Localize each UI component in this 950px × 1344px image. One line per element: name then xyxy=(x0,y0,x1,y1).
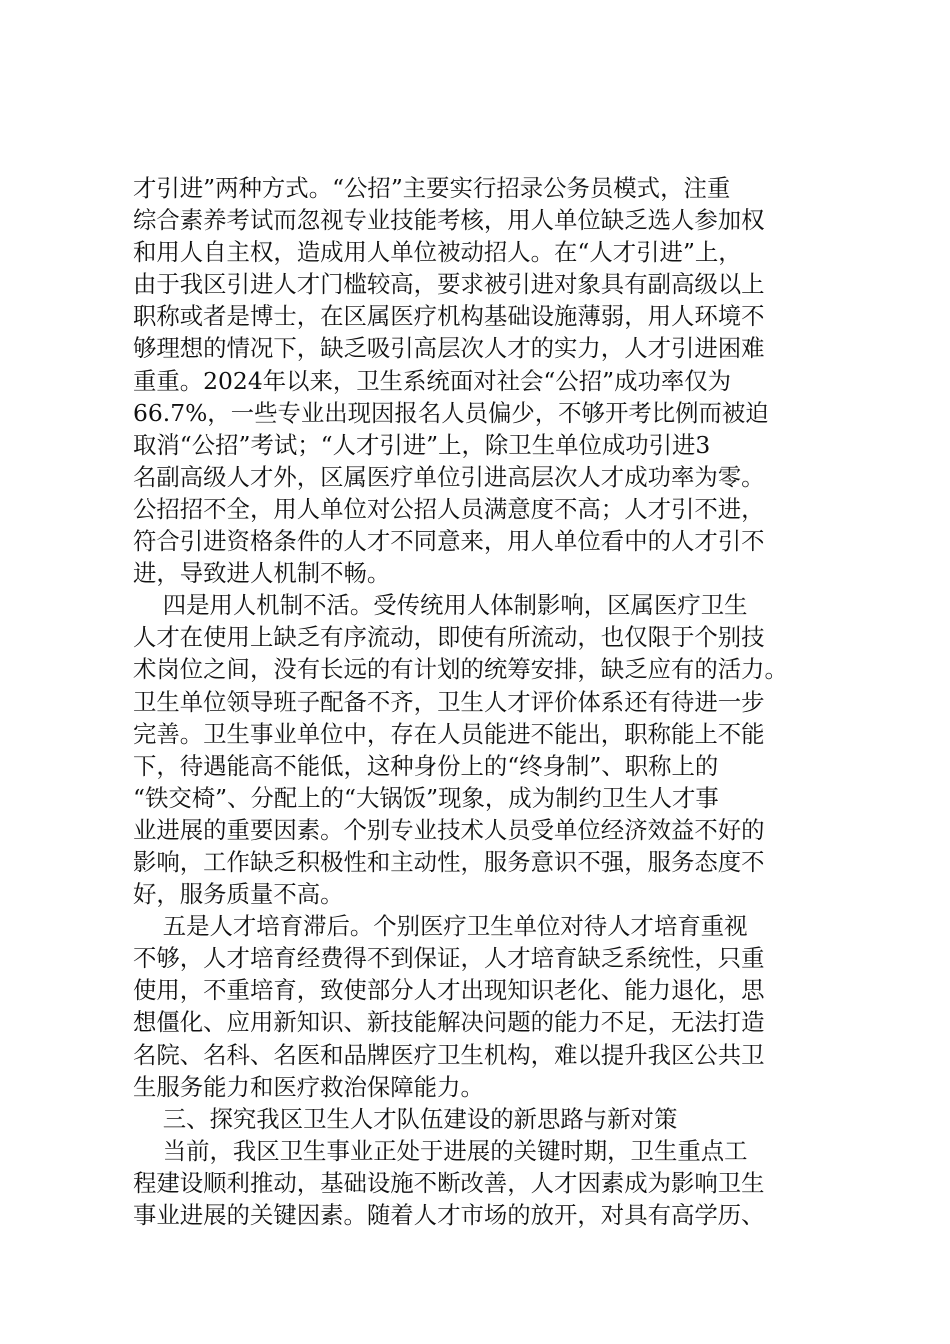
text-line: 好，服务质量不高。 xyxy=(133,880,344,909)
text-line: 术岗位之间，没有长远的有计划的统筹安排，缺乏应有的活力。 xyxy=(133,655,788,684)
text-line: 职称或者是博士，在区属医疗机构基础设施薄弱，用人环境不 xyxy=(133,302,765,331)
text-line: 够理想的情况下，缺乏吸引高层次人才的实力，人才引进困难 xyxy=(133,334,765,363)
text-line: 公招招不全，用人单位对公招人员满意度不高；人才引不进， xyxy=(133,494,765,523)
text-line: 业进展的重要因素。个别专业技术人员受单位经济效益不好的 xyxy=(133,815,765,844)
text-line: 符合引进资格条件的人才不同意来，用人单位看中的人才引不 xyxy=(133,527,765,556)
text-line: 66.7%，一些专业出现因报名人员偏少，不够开考比例而被迫 xyxy=(133,398,769,427)
text-line: 人才在使用上缺乏有序流动，即使有所流动，也仅限于个别技 xyxy=(133,623,765,652)
text-line: 卫生单位领导班子配备不齐，卫生人才评价体系还有待进一步 xyxy=(133,687,765,716)
text-line: 想僵化、应用新知识、新技能解决问题的能力不足，无法打造 xyxy=(133,1008,765,1037)
text-line: 下，待遇能高不能低，这种身份上的“终身制”、职称上的 xyxy=(133,751,719,780)
text-line: 名副高级人才外，区属医疗单位引进高层次人才成功率为零。 xyxy=(133,462,765,491)
paragraph-start-line: 当前，我区卫生事业正处于进展的关键时期，卫生重点工 xyxy=(133,1136,748,1165)
text-line: 重重。2024年以来，卫生系统面对社会“公招”成功率仅为 xyxy=(133,366,732,395)
text-line: 综合素养考试而忽视专业技能考核，用人单位缺乏选人参加权 xyxy=(133,206,765,235)
text-line: 影响，工作缺乏积极性和主动性，服务意识不强，服务态度不 xyxy=(133,847,765,876)
text-line: 才引进”两种方式。“公招”主要实行招录公务员模式，注重 xyxy=(133,174,731,202)
text-line: 程建设顺利推动，基础设施不断改善，人才因素成为影响卫生 xyxy=(133,1168,765,1197)
section-heading: 三、探究我区卫生人才队伍建设的新思路与新对策 xyxy=(133,1104,678,1133)
text-line: 生服务能力和医疗救治保障能力。 xyxy=(133,1072,484,1101)
paragraph-start-line: 四是用人机制不活。受传统用人体制影响，区属医疗卫生 xyxy=(133,591,748,620)
text-line: 名院、名科、名医和品牌医疗卫生机构，难以提升我区公共卫 xyxy=(133,1040,765,1069)
paragraph-start-line: 五是人才培育滞后。个别医疗卫生单位对待人才培育重视 xyxy=(133,912,748,941)
text-line: 进，导致进人机制不畅。 xyxy=(133,559,391,588)
text-line: 由于我区引进人才门槛较高，要求被引进对象具有副高级以上 xyxy=(133,270,765,299)
text-line: 完善。卫生事业单位中，存在人员能进不能出，职称能上不能 xyxy=(133,719,765,748)
text-line: 取消“公招”考试；“人才引进”上，除卫生单位成功引进3 xyxy=(133,430,711,459)
text-line: 使用，不重培育，致使部分人才出现知识老化、能力退化，思 xyxy=(133,976,765,1005)
body-text xyxy=(133,172,833,1231)
text-line: 和用人自主权，造成用人单位被动招人。在“人才引进”上， xyxy=(133,238,742,267)
text-line: 事业进展的关键因素。随着人才市场的放开，对具有高学历、 xyxy=(133,1201,765,1229)
text-line: 不够，人才培育经费得不到保证，人才培育缺乏系统性，只重 xyxy=(133,944,765,973)
text-line: “铁交椅”、分配上的“大锅饭”现象，成为制约卫生人才事 xyxy=(133,783,719,812)
